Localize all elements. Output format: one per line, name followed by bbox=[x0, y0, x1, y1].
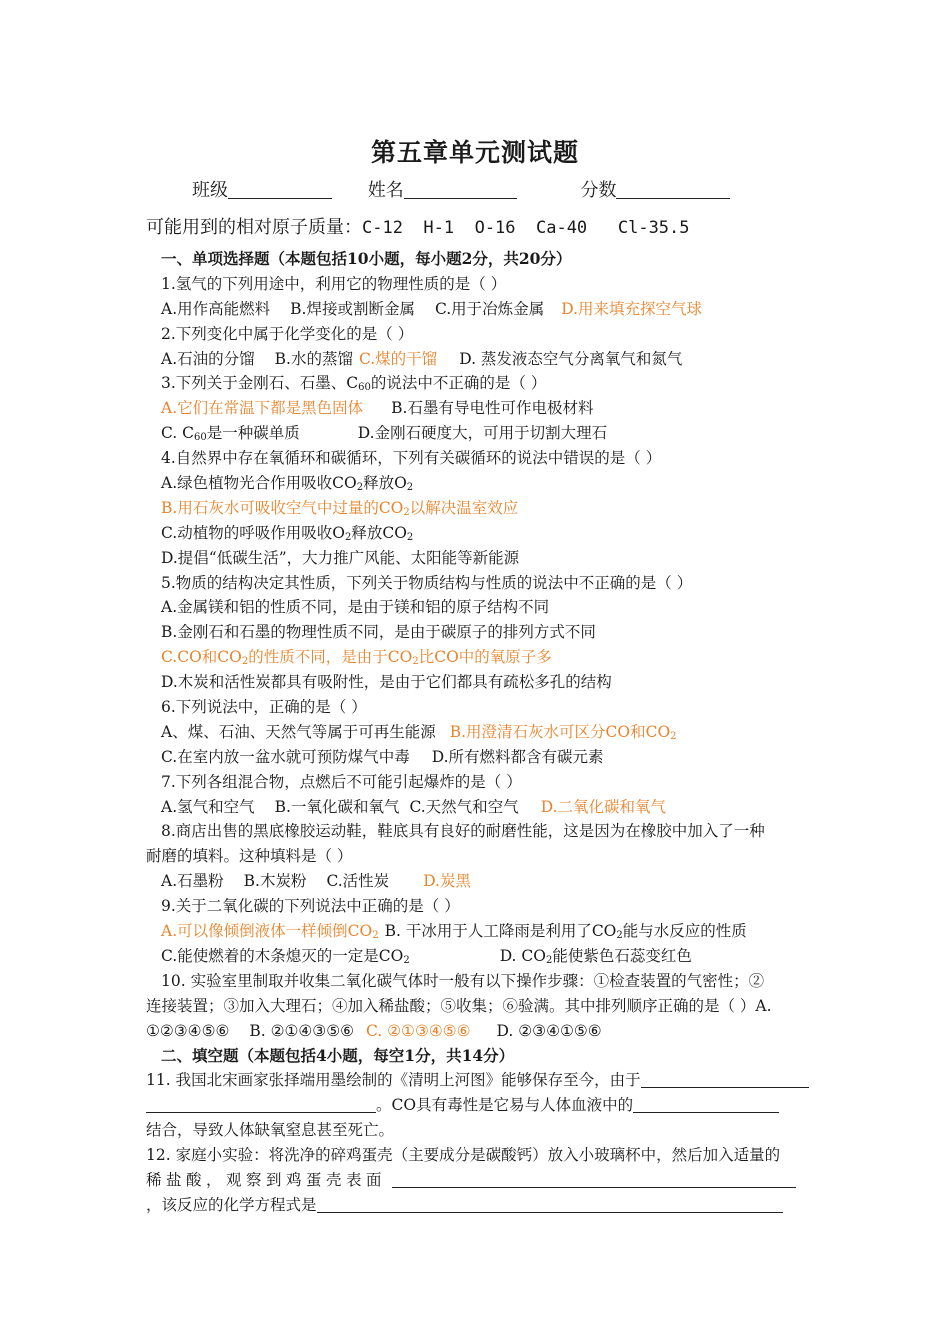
q1-option-a: A.用作高能燃料 bbox=[161, 299, 271, 318]
q1-option-b: B.焊接或割断金属 bbox=[290, 299, 415, 318]
q6-stem: 6.下列说法中，正确的是（ ） bbox=[161, 698, 367, 717]
q5-option-a: A.金属镁和铝的性质不同，是由于镁和铝的原子结构不同 bbox=[161, 598, 550, 617]
section1-heading: 一、单项选择题（本题包括10小题，每小题2分，共20分） bbox=[161, 249, 572, 268]
q9-option-a: A.可以像倾倒液体一样倾倒$CO_2$ bbox=[161, 922, 379, 942]
q12-line-1: 12. 家庭小实验：将洗净的碎鸡蛋壳（主要成分是碳酸钙）放入小玻璃杯中，然后加入适量的 bbox=[146, 1146, 781, 1165]
q7-option-d: D.二氧化碳和氧气 bbox=[540, 797, 667, 816]
q2-option-d: D. 蒸发液态空气分离氧气和氮气 bbox=[459, 349, 683, 368]
q9-options-ab bbox=[146, 919, 811, 944]
q12-blank-1[interactable] bbox=[392, 1171, 796, 1188]
score-field bbox=[580, 176, 730, 202]
q10-options bbox=[146, 1019, 811, 1044]
q2-stem: 2.下列变化中属于化学变化的是（ ） bbox=[161, 324, 414, 343]
q3-stem: 3.下列关于金刚石、石墨、$C_{60}$的说法中不正确的是（ ） bbox=[161, 374, 547, 394]
q4-option-b: B.用石灰水可吸收空气中过量的$CO_2$以解决温室效应 bbox=[161, 498, 519, 518]
q5-option-d: D.木炭和活性炭都具有吸附性，是由于它们都具有疏松多孔的结构 bbox=[161, 673, 612, 692]
q12-blank-2[interactable] bbox=[317, 1196, 783, 1213]
q6-options-cd bbox=[146, 745, 811, 770]
name-label: 姓名 bbox=[367, 180, 404, 201]
q3-options-ab bbox=[146, 396, 811, 421]
atomic-mass-line bbox=[146, 213, 690, 239]
atomic-mass-label: 可能用到的相对原子质量： bbox=[146, 217, 362, 238]
class-field bbox=[192, 176, 332, 202]
score-label: 分数 bbox=[580, 180, 617, 201]
q2-option-a: A.石油的分馏 bbox=[161, 349, 255, 368]
q9-option-d: D. $CO_2$能使紫色石蕊变红色 bbox=[499, 946, 692, 966]
q3-option-b: B.石墨有导电性可作电极材料 bbox=[391, 399, 594, 418]
score-blank[interactable] bbox=[616, 180, 730, 199]
q7-option-b: B.一氧化碳和氧气 bbox=[274, 797, 400, 816]
q8-option-d: D.炭黑 bbox=[423, 872, 471, 891]
class-label: 班级 bbox=[192, 180, 228, 201]
q7-option-c: C.天然气和空气 bbox=[409, 797, 519, 816]
q3-option-a: A.它们在常温下都是黑色固体 bbox=[161, 399, 364, 418]
q10-option-a: ①②③④⑤⑥ bbox=[146, 1021, 230, 1040]
q6-options-ab bbox=[146, 720, 811, 745]
q3-option-d: D.金刚石硬度大，可用于切割大理石 bbox=[357, 424, 608, 443]
q8-option-b: B.木炭粉 bbox=[243, 872, 307, 891]
q7-option-a: A.氢气和空气 bbox=[161, 797, 255, 816]
q1-options bbox=[146, 297, 811, 322]
q10-option-c: C. ②①③④⑤⑥ bbox=[366, 1021, 471, 1040]
q11-blank-1-cont[interactable] bbox=[146, 1096, 376, 1113]
q8-option-c: C.活性炭 bbox=[326, 872, 390, 891]
q10-option-d: D. ②③④①⑤⑥ bbox=[496, 1021, 602, 1040]
q9-stem: 9.关于二氧化碳的下列说法中正确的是（ ） bbox=[161, 897, 460, 916]
q5-option-b: B.金刚石和石墨的物理性质不同，是由于碳原子的排列方式不同 bbox=[161, 623, 596, 642]
q10-stem-1: 10. 实验室里制取并收集二氧化碳气体时一般有以下操作步骤：①检查装置的气密性；② bbox=[161, 971, 765, 990]
q12-line-3: ，该反应的化学方程式是 bbox=[146, 1193, 811, 1218]
name-blank[interactable] bbox=[404, 180, 517, 199]
q8-options bbox=[146, 869, 811, 894]
q6-option-a: A、煤、石油、天然气等属于可再生能源 bbox=[161, 722, 436, 741]
q8-stem-2: 耐磨的填料。这种填料是（ ） bbox=[146, 847, 353, 866]
q9-option-b: B. 干冰用于人工降雨是利用了$CO_2$能与水反应的性质 bbox=[384, 922, 747, 942]
q4-option-c: C.动植物的呼吸作用吸收$O_2$释放$CO_2$ bbox=[161, 523, 414, 543]
q3-option-c: C. $C_{60}$是一种碳单质 bbox=[161, 424, 300, 444]
q6-option-d: D.所有燃料都含有碳元素 bbox=[431, 747, 604, 766]
q11-blank-2[interactable] bbox=[633, 1096, 779, 1113]
q1-option-d: D.用来填充探空气球 bbox=[561, 299, 703, 318]
q12-line-2: 稀盐酸，观察到鸡蛋壳表面 bbox=[146, 1168, 811, 1193]
class-blank[interactable] bbox=[228, 180, 332, 199]
q11-line-3: 结合，导致人体缺氧窒息甚至死亡。 bbox=[146, 1121, 395, 1140]
q2-option-c: C.煤的干馏 bbox=[358, 349, 438, 368]
q11-blank-1[interactable] bbox=[641, 1071, 809, 1088]
q9-option-c: C.能使燃着的木条熄灭的一定是$CO_2$ bbox=[161, 946, 410, 966]
q5-option-c: C.CO和$CO_2$的性质不同，是由于$CO_2$比CO中的氧原子多 bbox=[161, 648, 552, 668]
q2-options bbox=[146, 347, 811, 372]
questions bbox=[146, 247, 811, 1218]
q1-stem: 1.氢气的下列用途中，利用它的物理性质的是（ ） bbox=[161, 274, 507, 293]
q6-option-b: B.用澄清石灰水可区分CO和$CO_2$ bbox=[449, 722, 677, 742]
q3-options-cd bbox=[146, 421, 811, 446]
student-info-row bbox=[192, 176, 730, 202]
q8-stem-1: 8.商店出售的黑底橡胶运动鞋，鞋底具有良好的耐磨性能，这是因为在橡胶中加入了一种 bbox=[161, 822, 765, 841]
q5-stem: 5.物质的结构决定其性质，下列关于物质结构与性质的说法中不正确的是（ ） bbox=[161, 573, 693, 592]
q7-stem: 7.下列各组混合物，点燃后不可能引起爆炸的是（ ） bbox=[161, 772, 522, 791]
q7-options bbox=[146, 795, 811, 820]
q9-options-cd bbox=[146, 944, 811, 969]
name-field bbox=[368, 176, 517, 202]
q4-stem: 4.自然界中存在氧循环和碳循环，下列有关碳循环的说法中错误的是（ ） bbox=[161, 449, 662, 468]
q8-option-a: A.石墨粉 bbox=[161, 872, 224, 891]
q10-option-b: B. ②①④③⑤⑥ bbox=[249, 1021, 354, 1040]
q4-option-a: A.绿色植物光合作用吸收$CO_2$释放$O_2$ bbox=[161, 474, 414, 494]
q1-option-c: C.用于冶炼金属 bbox=[434, 299, 545, 318]
q4-option-d: D.提倡“低碳生活”，大力推广风能、太阳能等新能源 bbox=[161, 548, 520, 567]
section2-heading: 二、填空题（本题包括4小题，每空1分，共14分） bbox=[161, 1045, 515, 1065]
q2-option-b: B.水的蒸馏 bbox=[274, 349, 353, 368]
page-title: 第五章单元测试题 bbox=[370, 138, 579, 167]
atomic-mass-values: C-12 H-1 O-16 Ca-40 Cl-35.5 bbox=[362, 218, 690, 238]
q10-stem-2: 连接装置；③加入大理石；④加入稀盐酸；⑤收集；⑥验满。其中排列顺序正确的是（ ）A. bbox=[146, 996, 772, 1015]
q6-option-c: C.在室内放一盆水就可预防煤气中毒 bbox=[161, 747, 410, 766]
q11-line-2: 。CO具有毒性是它易与人体血液中的 bbox=[146, 1093, 811, 1118]
q11-line-1: 11. 我国北宋画家张择端用墨绘制的《清明上河图》能够保存至今，由于 bbox=[146, 1068, 811, 1093]
